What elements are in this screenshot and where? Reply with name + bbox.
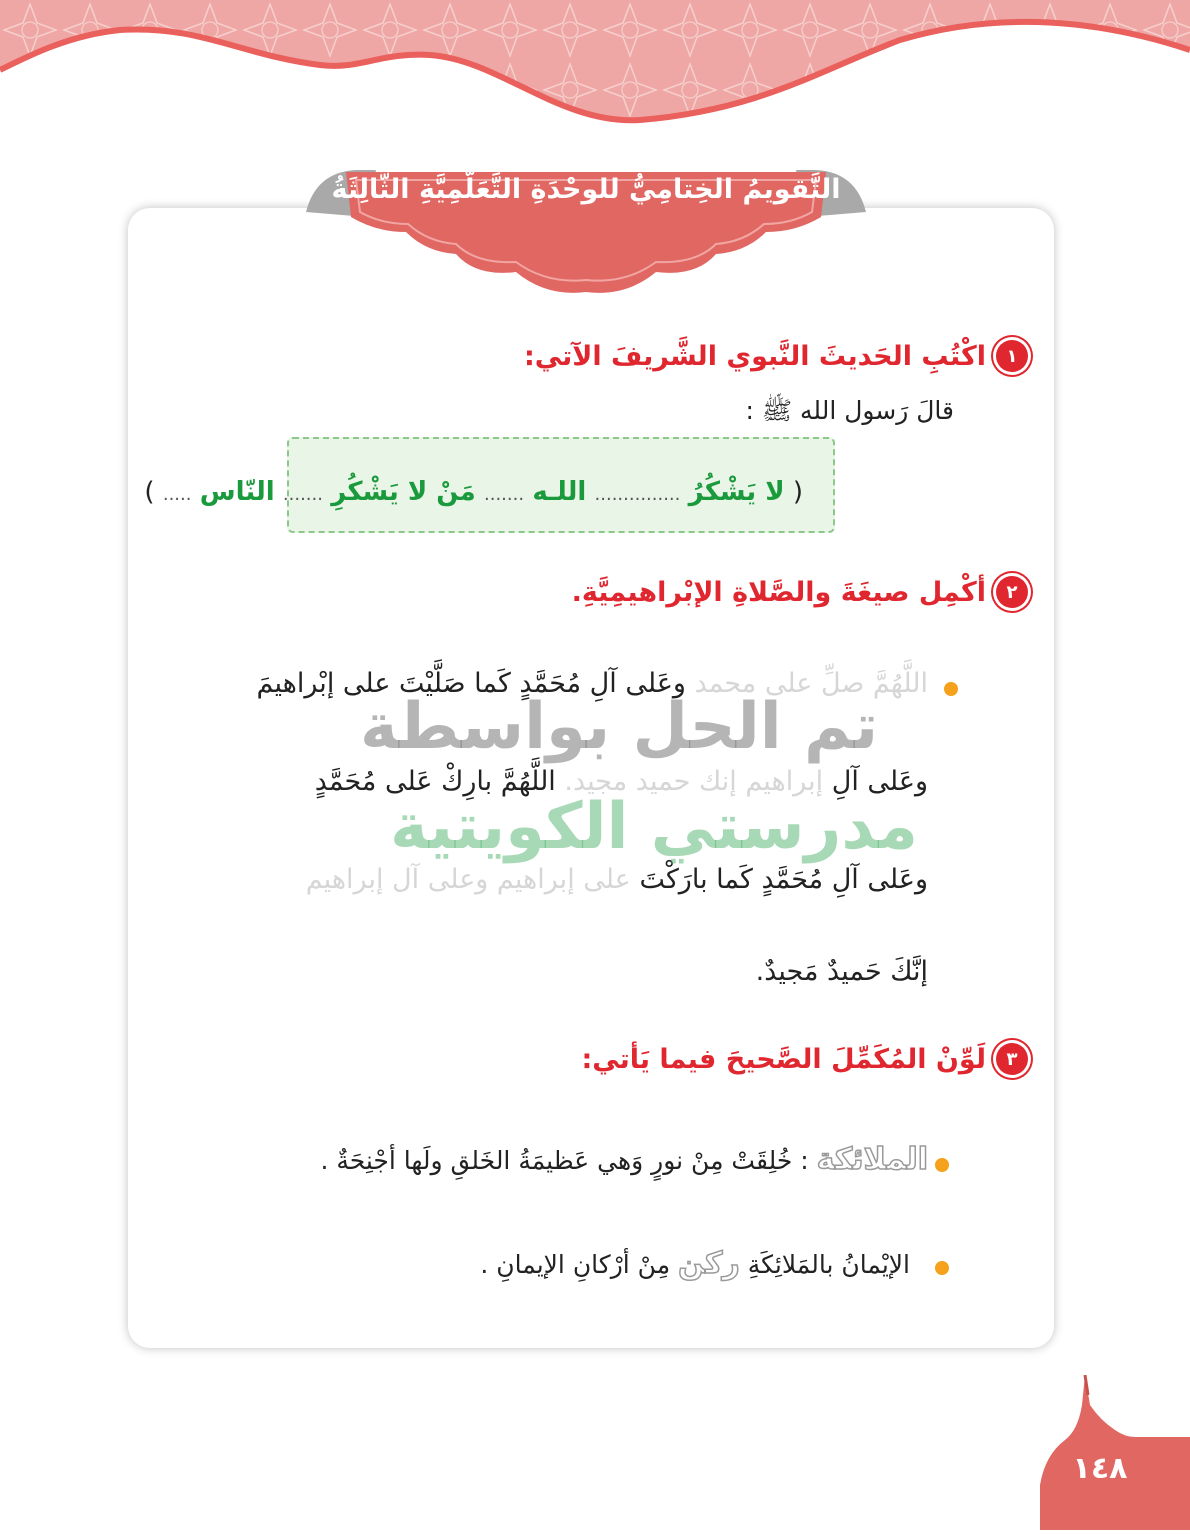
question-2-instruction: أكْمِل صيغَةَ والصَّلاةِ الإبْراهيمِيَّةِ. <box>571 576 986 608</box>
tracing-text[interactable]: على إبراهيم وعلى آل إبراهيم <box>305 864 631 895</box>
watermark-line-2: مدرستي الكويتية <box>390 790 918 864</box>
prayer-text: وعَلى آلِ مُحَمَّدٍ كَما صَلَّيْتَ على إبْراهيمَ <box>256 668 686 699</box>
tracing-text[interactable]: اللَّهُمَّ صلِّ على محمد <box>694 668 928 699</box>
prayer-text: وعَلى آلِ <box>831 766 928 797</box>
item-text: : خُلِقَتْ مِنْ نورٍ وَهي عَظيمَةُ الخَلقِ ولَها أجْنِحَةٌ . <box>320 1146 809 1175</box>
top-pattern-banner <box>0 0 1190 130</box>
fill-blank-4[interactable]: ..... <box>162 484 192 505</box>
question-1-heading <box>524 340 1028 372</box>
q3-item-1 <box>320 1142 928 1177</box>
color-answer-2[interactable]: ركن <box>678 1246 740 1281</box>
prayer-line-4: إنَّكَ حَميدٌ مَجيدٌ. <box>755 956 928 987</box>
fill-blank-2[interactable]: ....... <box>484 484 525 505</box>
question-3-heading <box>581 1043 1028 1075</box>
bullet-dot <box>935 1261 949 1275</box>
bullet-dot <box>935 1158 949 1172</box>
hadith-line <box>144 477 803 507</box>
prayer-text: وعَلى آلِ مُحَمَّدٍ كَما بارَكْتَ <box>639 864 928 895</box>
prayer-line-3 <box>306 864 928 895</box>
q3-item-2 <box>480 1246 910 1281</box>
item-text: مِنْ أرْكانِ الإيمانِ . <box>480 1250 671 1279</box>
section-title-banner <box>296 162 876 302</box>
question-1-instruction: اكْتُبِ الحَديثَ النَّبوي الشَّريفَ الآتي: <box>523 340 986 372</box>
question-number-badge: ٣ <box>996 1043 1028 1075</box>
bullet-dot <box>944 682 958 696</box>
page-number-dome <box>1040 1375 1190 1530</box>
hadith-word-1: لا يَشْكُرُ <box>688 477 785 507</box>
close-bracket: ) <box>144 477 155 507</box>
question-2-heading <box>572 576 1028 608</box>
hadith-word-2: اللـه <box>532 477 587 507</box>
color-answer-1[interactable]: الملائكة <box>816 1142 928 1177</box>
hadith-box <box>144 437 835 533</box>
item-text: الإيْمانُ بالمَلائِكَةِ <box>747 1250 910 1279</box>
open-bracket: ( <box>792 477 803 507</box>
hadith-word-3: مَنْ لا يَشْكُرِ <box>331 477 476 507</box>
tracing-text[interactable]: إبراهيم إنك حميد مجيد. <box>564 766 824 797</box>
watermark-line-1: تم الحل بواسطة <box>360 690 879 764</box>
page-number: ١٤٨ <box>1072 1451 1128 1486</box>
hadith-word-4: النّاس <box>199 477 275 507</box>
hadith-intro: قالَ رَسول الله ﷺ : <box>745 396 954 425</box>
question-number-badge: ١ <box>996 340 1028 372</box>
fill-blank-3[interactable]: ....... <box>282 484 323 505</box>
page-title: التَّقويمُ الخِتامِيُّ للوحْدَةِ التَّعَلُّمِيَّةِ الثَّالِثَةُ <box>331 174 841 205</box>
prayer-text: اللَّهُمَّ بارِكْ عَلى مُحَمَّدٍ <box>314 766 556 797</box>
question-number-badge: ٢ <box>996 576 1028 608</box>
fill-blank-1[interactable]: ............... <box>594 484 681 505</box>
question-3-instruction: لَوِّنْ المُكَمِّلَ الصَّحيحَ فيما يَأتي: <box>581 1043 986 1075</box>
